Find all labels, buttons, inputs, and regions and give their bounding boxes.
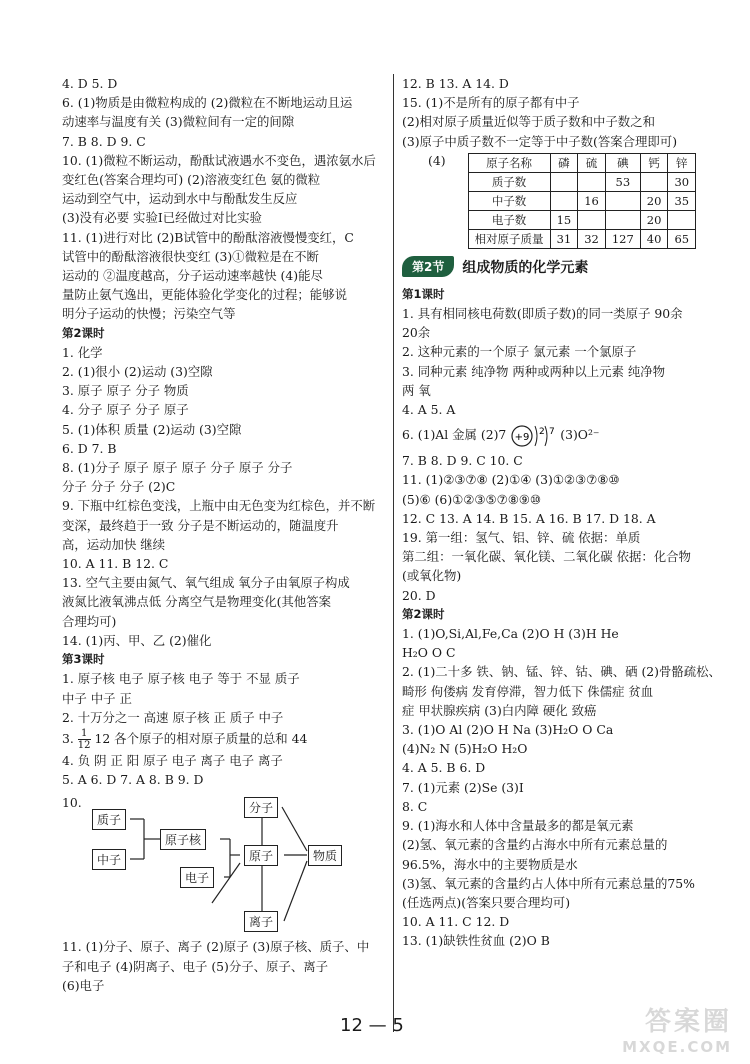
table-header-cell: 钙 [640, 153, 668, 172]
answer-line: 8. (1)分子 原子 原子 原子 分子 原子 分子 [62, 460, 293, 476]
table-cell: 127 [605, 229, 640, 248]
particle-diagram [62, 793, 392, 933]
answer-line: 合理均可) [62, 613, 117, 629]
table-cell: 40 [640, 229, 668, 248]
answer-line: 4. 负 阴 正 阳 原子 电子 离子 电子 离子 [62, 752, 283, 768]
answer-line: 液氮比液氧沸点低 分离空气是物理变化(其他答案 [62, 594, 331, 610]
answer-line: 10. A 11. C 12. D [402, 914, 510, 930]
table-cell: 31 [550, 229, 578, 248]
q4-label: (4) [428, 152, 446, 168]
q10-label: 10. [62, 795, 82, 811]
table-cell: 20 [640, 210, 668, 229]
answer-line: 高，运动加快 继续 [62, 536, 166, 552]
table-cell: 35 [668, 191, 696, 210]
answer-line: 9. (1)海水和人体中含量最多的都是氧元素 [402, 818, 634, 834]
table-cell: 相对原子质量 [468, 229, 550, 248]
table-cell: 30 [668, 172, 696, 191]
electron-box: 电子 [180, 867, 214, 888]
answer-line: 4. A 5. A [402, 402, 456, 418]
answer-line: 2. 这种元素的一个原子 氯元素 一个氯原子 [402, 344, 637, 360]
table-cell: 中子数 [468, 191, 550, 210]
q3-prefix: 3. [62, 730, 74, 746]
answer-line: 20余 [402, 325, 431, 341]
table-cell [550, 191, 578, 210]
atom-box: 原子 [244, 845, 278, 866]
section-badge: 第2节 [402, 256, 454, 277]
table-header-row [468, 153, 696, 172]
table-cell [640, 172, 668, 191]
answer-line: 动速率与温度有关 (3)微粒间有一定的间隙 [62, 114, 295, 130]
substance-box: 物质 [308, 845, 342, 866]
table-row [468, 191, 696, 210]
table-header-cell: 硫 [578, 153, 606, 172]
answer-line: 变红色(答案合理均可) (2)溶液变红色 氨的微粒 [62, 172, 321, 188]
answer-line: 9. 下瓶中红棕色变浅，上瓶中由无色变为红棕色，并不断 [62, 498, 376, 514]
fraction-denominator: 12 [77, 739, 91, 751]
table-cell: 20 [640, 191, 668, 210]
proton-box: 质子 [92, 809, 126, 830]
table-cell [578, 172, 606, 191]
answer-line: 5. A 6. D 7. A 8. B 9. D [62, 772, 204, 788]
answer-line: 10. (1)微粒不断运动，酚酞试液遇水不变色，遇浓氨水后 [62, 152, 376, 168]
table-row [468, 210, 696, 229]
answer-line: 子和电子 (4)阴离子、电子 (5)分子、原子、离子 [62, 958, 329, 974]
page-number: 12 — 5 [340, 1015, 404, 1036]
table-cell [578, 210, 606, 229]
q4-table-block [402, 151, 724, 249]
right-column [402, 74, 724, 951]
site-watermark [622, 1001, 732, 1056]
section-header [402, 255, 724, 279]
answer-line: 6. D 7. B [62, 440, 117, 456]
answer-line: 量防止氨气逸出，更能体验化学变化的过程；能够说 [62, 287, 347, 303]
answer-line: (3)原子中质子数不一定等于中子数(答案合理即可) [402, 133, 678, 149]
atom-nucleus-label: +9 [514, 431, 530, 443]
answer-line: 96.5%，海水中的主要物质是水 [402, 856, 578, 872]
table-cell: 质子数 [468, 172, 550, 191]
answer-line: 分子 分子 分子 (2)C [62, 479, 176, 495]
answer-line: (3)没有必要 实验Ⅰ已经做过对比实验 [62, 210, 262, 226]
answer-line: (任选两点)(答案只要合理均可) [402, 894, 571, 910]
answer-line: 中子 中子 正 [62, 690, 132, 706]
answer-line: 20. D [402, 587, 436, 603]
atom-shell-2: 7 [549, 426, 556, 437]
table-cell [668, 210, 696, 229]
answer-line: 14. (1)丙、甲、乙 (2)催化 [62, 632, 212, 648]
answer-line: 15. (1)不是所有的原子都有中子 [402, 95, 580, 111]
answer-line: 12. B 13. A 14. D [402, 76, 509, 91]
lesson2-lines [62, 343, 392, 650]
section-title: 组成物质的化学元素 [462, 259, 589, 276]
table-cell: 65 [668, 229, 696, 248]
table-cell [550, 172, 578, 191]
answer-line: (6)电子 [62, 977, 105, 993]
answer-line: 畸形 佝偻病 发育停滞，智力低下 侏儒症 贫血 [402, 683, 654, 699]
answer-line: 13. 空气主要由氮气、氧气组成 氧分子由氧原子构成 [62, 575, 350, 591]
answer-line: 11. (1)进行对比 (2)B试管中的酚酞溶液慢慢变红，C [62, 229, 354, 245]
answer-line: 第二组：一氧化碳、氧化镁、二氧化碳 依据：化合物 [402, 549, 691, 565]
table-cell [605, 210, 640, 229]
answer-line: 4. D 5. D [62, 76, 118, 91]
answer-line: 5. (1)体积 质量 (2)运动 (3)空隙 [62, 421, 242, 437]
answer-line: 11. (1)分子、原子、离子 (2)原子 (3)原子核、质子、中 [62, 939, 370, 955]
fraction [78, 728, 91, 751]
answer-line: 19. 第一组：氢气、铝、锌、硫 依据：单质 [402, 530, 641, 546]
table-header-cell: 原子名称 [468, 153, 550, 172]
table-cell: 16 [578, 191, 606, 210]
answer-line: 3. (1)O Al (2)O H Na (3)H₂O O Ca [402, 722, 614, 738]
ion-box: 离子 [244, 911, 278, 932]
answer-line: 症 甲状腺疾病 (3)白内障 硬化 致癌 [402, 702, 597, 718]
answer-line: 2. 十万分之一 高速 原子核 正 质子 中子 [62, 709, 284, 725]
answer-line: H₂O O C [402, 645, 456, 661]
watermark-url: MXQE.COM [622, 1038, 732, 1056]
answer-line: 两 氧 [402, 382, 431, 398]
table-cell: 32 [578, 229, 606, 248]
lesson-heading: 第2课时 [62, 325, 105, 340]
answer-line: 变深，最终趋于一致 分子是不断运动的，随温度升 [62, 517, 339, 533]
answer-line: 7. (1)元素 (2)Se (3)I [402, 779, 524, 795]
answer-line: 3. 同种元素 纯净物 两种或两种以上元素 纯净物 [402, 363, 665, 379]
lesson-heading: 第3课时 [62, 652, 105, 667]
answer-line: 运动的 ②温度越高，分子运动速率越快 (4)能尽 [62, 268, 323, 284]
q3-rest: 12 各个原子的相对原子质量的总和 44 [94, 730, 308, 746]
table-row [468, 172, 696, 191]
table-cell: 15 [550, 210, 578, 229]
answer-line: (或氧化物) [402, 568, 462, 584]
answer-line: 2. (1)很小 (2)运动 (3)空隙 [62, 364, 213, 380]
watermark-logo: 答案圈 [644, 1007, 732, 1037]
answer-line: 试管中的酚酞溶液很快变红 (3)①微粒是在不断 [62, 248, 319, 264]
answer-line: (4)N₂ N (5)H₂O H₂O [402, 741, 528, 757]
column-divider [393, 74, 394, 1032]
answer-line: (2)氢、氧元素的含量约占海水中所有元素总量的 [402, 837, 668, 853]
answer-line: 1. 化学 [62, 344, 103, 360]
answer-line: 4. A 5. B 6. D [402, 760, 486, 776]
left-column [62, 74, 392, 995]
answer-line: 8. C [402, 798, 428, 814]
q6-suffix: (3)O²⁻ [560, 427, 600, 443]
answer-line: 1. 原子核 电子 原子核 电子 等于 不显 质子 [62, 671, 300, 687]
answer-line: 明分子运动的快慢；污染空气等 [62, 306, 236, 322]
answer-line: 7. B 8. D 9. C 10. C [402, 453, 523, 469]
neutron-box: 中子 [92, 849, 126, 870]
table-cell: 53 [605, 172, 640, 191]
table-header-cell: 磷 [550, 153, 578, 172]
table-row [468, 229, 696, 248]
answer-line: 13. (1)缺铁性贫血 (2)O B [402, 933, 550, 949]
left-intro-lines [62, 74, 392, 324]
answer-line: (3)氢、氧元素的含量约占人体中所有元素总量的75% [402, 875, 695, 891]
lesson-heading: 第1课时 [402, 286, 445, 301]
answer-line: 2. (1)二十多 铁、钠、锰、锌、钴、碘、硒 (2)骨骼疏松、 [402, 664, 721, 680]
table-header-cell: 碘 [605, 153, 640, 172]
answer-line: 4. 分子 原子 分子 原子 [62, 402, 189, 418]
answer-line: 运动到空气中，运动到水中与酚酞发生反应 [62, 191, 298, 207]
table-cell: 电子数 [468, 210, 550, 229]
answer-line: (5)⑥ (6)①②③⑤⑦⑧⑨⑩ [402, 491, 542, 507]
table-header-cell: 锌 [668, 153, 696, 172]
answer-line: 1. 具有相同核电荷数(即质子数)的同一类原子 90余 [402, 306, 683, 322]
answer-line: 11. (1)②③⑦⑧ (2)①④ (3)①②③⑦⑧⑩ [402, 472, 620, 488]
answer-line: 7. B 8. D 9. C [62, 133, 146, 149]
molecule-box: 分子 [244, 797, 278, 818]
answer-line: 1. (1)O,Si,Al,Fe,Ca (2)O H (3)H He [402, 626, 619, 642]
table-cell [605, 191, 640, 210]
answer-line: 12. C 13. A 14. B 15. A 16. B 17. D 18. A [402, 510, 656, 526]
answer-line: 3. 原子 原子 分子 物质 [62, 383, 189, 399]
atom-data-table [468, 153, 697, 249]
atom-structure-icon [510, 422, 556, 450]
q6-prefix: 6. (1)Al 金属 (2)7 [402, 427, 507, 443]
answer-line-fraction [62, 727, 392, 751]
answer-line-atom [402, 419, 724, 451]
answer-line: 10. A 11. B 12. C [62, 556, 169, 572]
answer-line: 6. (1)物质是由微粒构成的 (2)微粒在不断地运动且运 [62, 95, 353, 111]
nucleus-box: 原子核 [160, 829, 206, 850]
lesson-heading: 第2课时 [402, 606, 445, 621]
answer-line: (2)相对原子质量近似等于质子数和中子数之和 [402, 114, 655, 130]
atom-shell-1: 2 [539, 426, 546, 437]
fraction-numerator: 1 [78, 728, 91, 740]
